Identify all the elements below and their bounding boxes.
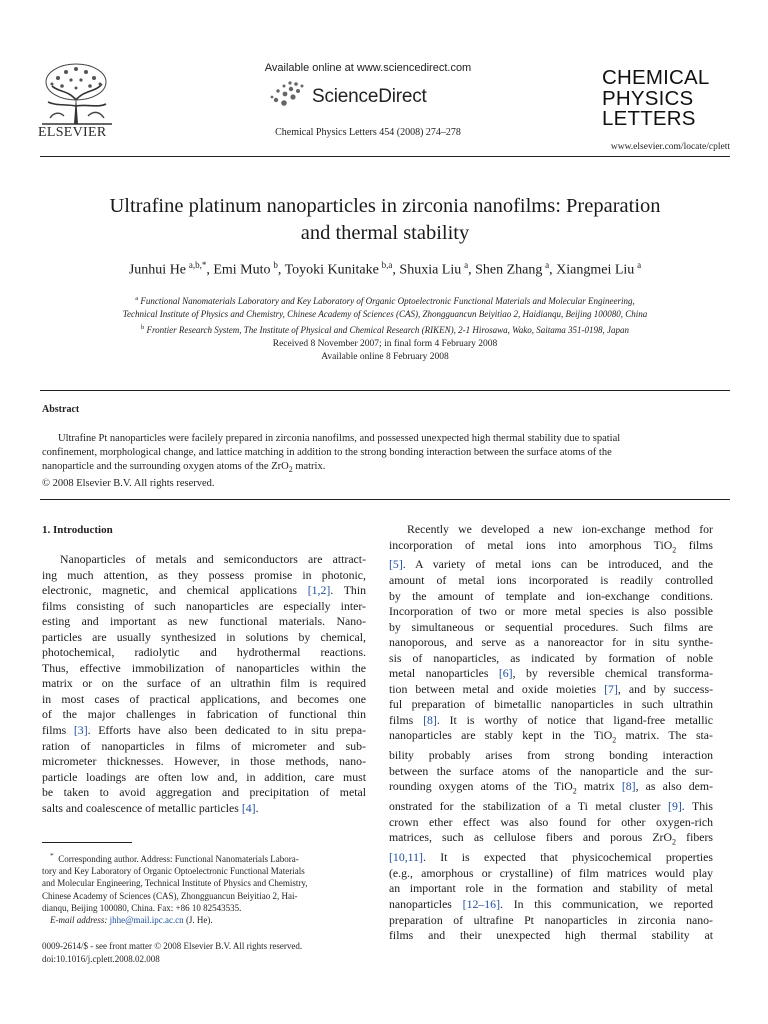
body-line: ful preparation of bimetallic nanoparticles in such ultrathin xyxy=(389,697,713,712)
body-line: ration of nanoparticles in films of micrometer and sub- xyxy=(42,738,366,753)
citation-link[interactable]: [3] xyxy=(73,723,88,738)
author-affiliation-mark: a,b,* xyxy=(188,260,207,270)
received-date: Received 8 November 2007; in final form 4 February 2008 xyxy=(272,339,498,349)
available-date: Available online 8 February 2008 xyxy=(321,352,449,362)
author-affiliation-mark: b xyxy=(273,260,278,270)
author-name[interactable]: Shen Zhang xyxy=(475,262,543,278)
footnote-line: dianqu, Beijing 100080, China. Fax: +86 10 82543535. xyxy=(42,902,242,913)
journal-title-line: PHYSICS xyxy=(602,86,694,110)
body-text: . It is expected that physicochemical properties xyxy=(422,850,713,865)
abstract-heading: Abstract xyxy=(42,404,80,415)
citation-link[interactable]: [12–16] xyxy=(462,897,501,912)
body-line: films consisting of such nanoparticles are especially inter- xyxy=(42,598,366,613)
body-line: Incorporation of two or more metal species is also possible xyxy=(389,604,713,619)
affiliations xyxy=(40,292,730,337)
footnote-divider xyxy=(42,842,132,843)
body-text: films xyxy=(676,537,714,552)
body-line xyxy=(389,666,713,682)
body-line: crown ether effect was also found for other oxygen-rich xyxy=(389,814,713,829)
front-matter-info xyxy=(42,940,372,965)
body-line: photochemical, radiolytic and hydrothermal reactions. xyxy=(42,645,366,660)
body-line: be taken to avoid aggregation and precipitation of metal xyxy=(42,785,366,800)
body-line: matrix or on the surface of an ultrathin film is required xyxy=(42,676,366,691)
body-line: Nanoparticles of metals and semiconductors are attract- xyxy=(60,552,366,566)
body-text: . This xyxy=(681,799,713,814)
body-line xyxy=(42,801,366,817)
abstract-bottom-divider xyxy=(40,499,730,500)
affiliation-text: Technical Institute of Physics and Chemistry, Chinese Academy of Sciences (CAS), Zhongguancun Beiyitiao 2, Haidianqu, Beijing 100080, China xyxy=(122,309,648,319)
citation-link[interactable]: [9] xyxy=(668,799,682,814)
body-text: . Thin xyxy=(330,583,366,598)
citation-link[interactable]: [7] xyxy=(604,681,618,696)
body-line xyxy=(389,557,713,573)
abstract-line xyxy=(42,460,732,477)
citation-link[interactable]: [10,11] xyxy=(389,850,423,865)
body-text: . It is worthy of notice that ligand-free metallic xyxy=(436,712,713,727)
body-text: rounding oxygen atoms of the TiO xyxy=(389,779,573,794)
body-line: sis of nanoparticles, as indicated by formation of noble xyxy=(389,650,713,665)
article-title xyxy=(40,193,730,247)
body-text: films xyxy=(389,712,424,727)
footnote-line: and Molecular Engineering, Technical Institute of Physics and Chemistry, xyxy=(42,878,308,889)
body-text: electronic, magnetic, and chemical applications xyxy=(42,583,308,598)
body-line: particles are usually synthesized in solutions by chemical, xyxy=(42,629,366,644)
body-text: . In this communication, we reported xyxy=(500,897,713,912)
body-text: films xyxy=(42,723,74,738)
body-line xyxy=(389,713,713,729)
available-online-note: Available online at www.sciencedirect.com xyxy=(264,62,472,74)
affiliation-line xyxy=(40,308,730,321)
abstract-line: confinement, morphological change, and lattice matching in addition to the strong bonding interaction between the surface atoms of the xyxy=(42,447,612,458)
body-line xyxy=(389,779,713,799)
journal-title-line: CHEMICAL xyxy=(602,66,710,89)
footnote-email-line xyxy=(42,914,366,926)
body-text: , and by success- xyxy=(617,681,714,696)
body-text: matrix. The sta- xyxy=(616,728,713,743)
body-line: esting and important as new functional materials. Nano- xyxy=(42,614,366,629)
citation-link[interactable]: [8] xyxy=(423,712,437,727)
subscript: 2 xyxy=(672,544,677,554)
body-text: tion between metal and oxide moieties xyxy=(389,681,605,696)
author-affiliation-mark: b,a xyxy=(381,260,393,270)
author-affiliation-mark: a xyxy=(545,260,550,270)
citation-link[interactable]: [5] xyxy=(389,557,403,572)
citation-link[interactable]: [4] xyxy=(241,800,256,815)
article-title-line: Ultrafine platinum nanoparticles in zirconia nanofilms: Preparation xyxy=(109,195,661,217)
affiliation-text: Functional Nanomaterials Laboratory and Key Laboratory of Organic Optoelectronic Functional Materials and Molecular Engineering, xyxy=(140,296,635,306)
sciencedirect-dots-icon xyxy=(268,80,310,110)
footnote-line xyxy=(42,850,366,865)
affiliation-text: Frontier Research System, The Institute of Physical and Chemical Research (RIKEN), 2-1 Hirosawa, Wako, Saitama 351-0198, Japan xyxy=(146,325,629,335)
section-heading-introduction: 1. Introduction xyxy=(42,524,113,536)
affiliation-line xyxy=(40,292,730,308)
author-name[interactable]: Xiangmei Liu xyxy=(556,262,635,278)
body-line xyxy=(389,728,713,748)
body-line: bility probably arises from strong bonding interaction xyxy=(389,748,713,763)
body-text: matrix xyxy=(576,779,622,794)
journal-title xyxy=(602,68,732,130)
tree-icon xyxy=(38,60,116,126)
author-list: Junhui He $^{a,b,*}$, Emi Muto $^b$, Toyoki Kunitake $^{b,a}$, Shuxia Liu $^a$, Shen Zhang $^a$, Xiangmei Liu $^a$ xyxy=(128,260,642,278)
article-title-line: and thermal stability xyxy=(300,222,470,244)
body-line: between the surface atoms of the nanoparticle and the sur- xyxy=(389,763,713,778)
footnote-mark: * xyxy=(50,851,54,860)
body-text: nanoparticles xyxy=(389,897,463,912)
body-text: onstrated for the stabilization of a Ti metal cluster xyxy=(389,799,669,814)
abstract-line: Ultrafine Pt nanoparticles were facilely prepared in zirconia nanofilms, and possessed unexpected high thermal stability due to spatial xyxy=(58,433,621,444)
body-line: micrometer thicknesses. However, in those methods, nano- xyxy=(42,754,366,769)
article-dates xyxy=(40,338,730,364)
abstract-body xyxy=(42,432,732,491)
journal-title-line: LETTERS xyxy=(602,107,696,130)
journal-reference: Chemical Physics Letters 454 (2008) 274–278 xyxy=(275,127,461,138)
body-text: metal nanoparticles xyxy=(389,666,499,681)
body-text: . xyxy=(255,800,259,815)
subscript: 2 xyxy=(672,837,676,847)
body-line: ing much attention, as they possess promise in photonic, xyxy=(42,567,366,582)
body-line xyxy=(389,830,713,850)
body-text: incorporation of metal ions into amorphous TiO xyxy=(389,537,673,552)
footnote-line: tory and Key Laboratory of Organic Optoelectronic Functional Materials xyxy=(42,866,305,877)
body-text: matrices, such as cellulose fibers and porous ZrO xyxy=(389,830,672,845)
abstract-text: matrix. xyxy=(292,461,326,472)
body-line xyxy=(389,538,713,558)
body-text: , by reversible chemical transforma- xyxy=(512,666,713,681)
body-line xyxy=(389,897,713,913)
journal-url[interactable]: www.elsevier.com/locate/cplett xyxy=(610,142,730,152)
author-name[interactable]: Junhui He xyxy=(128,262,187,278)
body-line xyxy=(389,850,713,866)
subscript: 2 xyxy=(612,735,617,745)
body-line: of the major challenges in fabrication of functional thin xyxy=(42,707,366,722)
intro-left-column xyxy=(42,552,366,816)
body-line: (e.g., amorphous or crystalline) of film matrices would play xyxy=(389,865,713,880)
author-affiliation-mark: a xyxy=(464,260,469,270)
body-line: in most cases of practical applications, and becomes one xyxy=(42,691,366,706)
footnote-text: Corresponding author. Address: Functional Nanomaterials Labora- xyxy=(58,854,299,864)
citation-link[interactable]: [6] xyxy=(498,666,513,681)
email-label: E-mail address: xyxy=(50,915,108,926)
affiliation-line xyxy=(40,321,730,337)
body-text: fibers xyxy=(676,830,714,845)
body-line: Recently we developed a new ion-exchange method for xyxy=(407,522,713,536)
abstract-top-divider xyxy=(40,390,730,391)
body-line xyxy=(42,723,366,739)
body-text: nanoparticles are stably kept in the TiO xyxy=(389,728,613,743)
author-name[interactable]: Shuxia Liu xyxy=(399,262,462,278)
abstract-copyright: © 2008 Elsevier B.V. All rights reserved. xyxy=(42,478,215,490)
body-line xyxy=(389,799,713,815)
body-line xyxy=(42,583,366,599)
subscript: 2 xyxy=(572,786,577,796)
email-link[interactable]: jhhe@mail.ipc.ac.cn xyxy=(109,915,184,926)
citation-link[interactable]: [8] xyxy=(621,779,636,794)
corresponding-author-footnote xyxy=(42,850,366,926)
author-affiliation-mark: a xyxy=(637,260,642,270)
affiliation-mark: a xyxy=(135,295,139,302)
affiliation-mark: b xyxy=(140,324,145,331)
body-line: films and their unexpected high thermal stability at xyxy=(389,928,713,943)
abstract-text: nanoparticle and the surrounding oxygen atoms of the ZrO xyxy=(42,461,289,472)
author-name[interactable]: Toyoki Kunitake xyxy=(284,262,379,278)
body-text: , as also dem- xyxy=(635,779,713,794)
sciencedirect-logo xyxy=(268,80,468,112)
footnote-line: Chinese Academy of Sciences (CAS), Zhongguancun Beiyitiao 2, Hai- xyxy=(42,890,298,901)
body-line xyxy=(389,682,713,698)
subscript: 2 xyxy=(288,465,293,475)
author-name[interactable]: Emi Muto xyxy=(213,262,271,278)
body-line: an important role in the formation and stability of metal xyxy=(389,881,713,896)
doi-line[interactable]: doi:10.1016/j.cplett.2008.02.008 xyxy=(42,953,160,964)
body-text: salts and coalescence of metallic particles xyxy=(42,800,242,815)
publisher-name: ELSEVIER xyxy=(38,125,107,140)
body-line: by simultaneous or sequential procedures. Such films are xyxy=(389,619,713,634)
body-line: amount of metal ions incorporated is readily controlled xyxy=(389,573,713,587)
header-divider xyxy=(40,156,730,157)
intro-right-column xyxy=(389,522,713,944)
body-text: . A variety of metal ions can be introduced, and the xyxy=(402,557,713,572)
citation-link[interactable]: [1,2] xyxy=(307,583,331,598)
body-line: particle loadings are often low and, in addition, care must xyxy=(42,769,366,784)
body-text: . Efforts have also been dedicated to in situ prepa- xyxy=(87,723,366,738)
body-line: preparation of ultrafine Pt nanoparticles in zirconia nano- xyxy=(389,912,713,927)
sciencedirect-wordmark: ScienceDirect xyxy=(312,86,427,107)
body-line: nanoporous, and serve as a nanoreactor for in situ synthe- xyxy=(389,635,713,650)
email-suffix: (J. He). xyxy=(185,915,213,926)
issn-line: 0009-2614/$ - see front matter © 2008 Elsevier B.V. All rights reserved. xyxy=(42,941,303,951)
body-line: by the amount of template and ion-exchange conditions. xyxy=(389,588,713,603)
body-line: Thus, effective immobilization of nanoparticles within the xyxy=(42,660,366,675)
